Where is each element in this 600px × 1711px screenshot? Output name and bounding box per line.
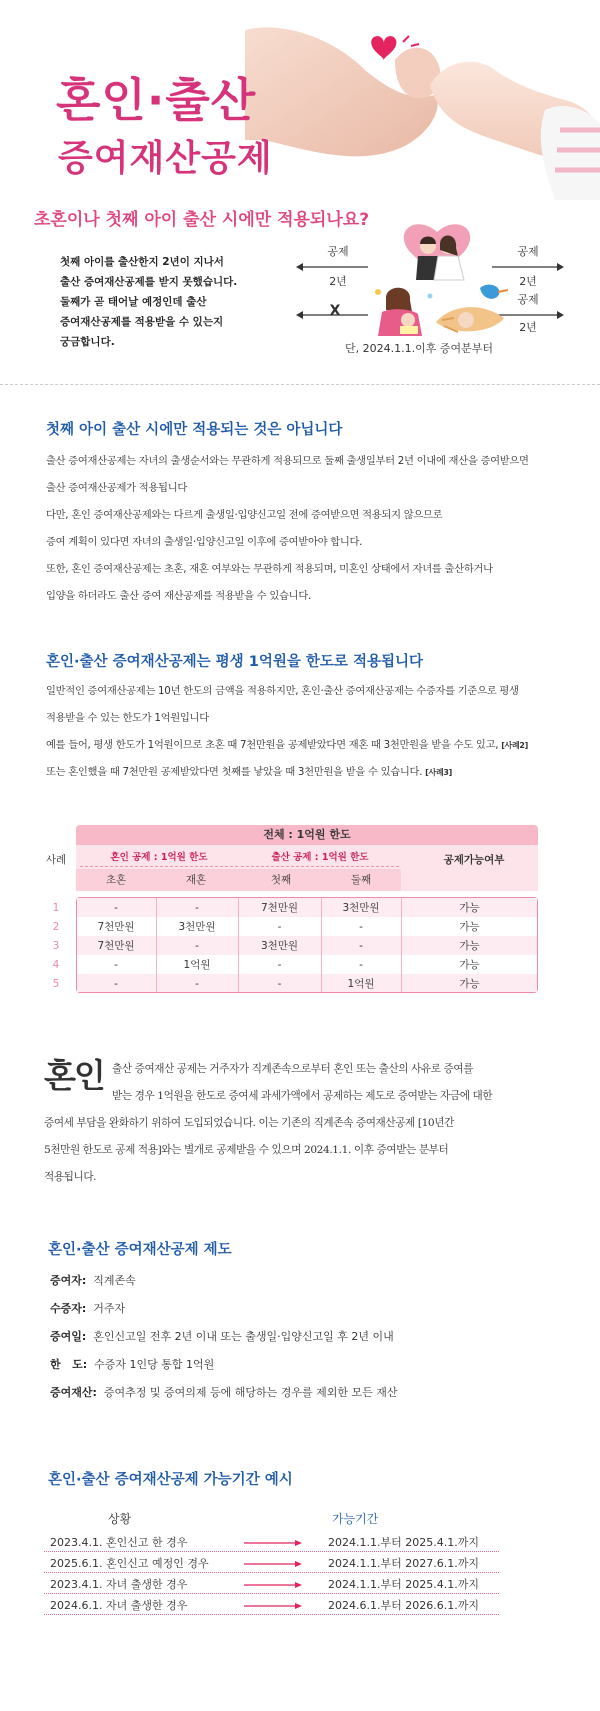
hero-subtitle: 초혼이나 첫째 아이 출산 시에만 적용되나요? bbox=[34, 210, 370, 230]
section2-title: 혼인·출산 증여재산공제는 평생 1억원을 한도로 적용됩니다 bbox=[46, 654, 424, 670]
system-item-property: 증여재산: 증여추정 및 증여의제 등에 해당하는 경우를 제외한 모든 재산 bbox=[50, 1386, 398, 1399]
sub-header-second-child: 둘째 bbox=[350, 874, 372, 886]
example-row: 2024.6.1. 자녀 출생한 경우 2024.6.1.부터 2026.6.1.까지 bbox=[44, 1595, 499, 1615]
table-cell-ok: 가능 bbox=[459, 959, 480, 971]
section1-title: 첫째 아이 출산 시에만 적용되는 것은 아닙니다 bbox=[46, 422, 343, 438]
table-cell: - bbox=[359, 921, 363, 933]
table-cell: - bbox=[359, 940, 363, 952]
example-row: 2023.4.1. 혼인신고 한 경우 2024.1.1.부터 2025.4.1.까지 bbox=[44, 1532, 499, 1552]
marriage-header: 혼인 공제 : 1억원 한도 bbox=[110, 852, 208, 863]
total-header: 전체 : 1억원 한도 bbox=[263, 828, 351, 841]
hero-section bbox=[0, 0, 600, 385]
x-mark: X bbox=[329, 303, 341, 319]
arrow-right-icon bbox=[244, 1561, 302, 1567]
table-cell: - bbox=[114, 978, 118, 990]
table-cell: 7천만원 bbox=[97, 921, 135, 933]
row3-no: 3 bbox=[52, 940, 60, 952]
right-arrow-top bbox=[492, 262, 564, 272]
example-row: 2025.6.1. 혼인신고 예정인 경우 2024.1.1.부터 2027.6.1.까지 bbox=[44, 1553, 499, 1573]
table-cell: - bbox=[195, 978, 199, 990]
intro-dropcap: 혼인 bbox=[44, 1056, 104, 1095]
section2-body: 일반적인 증여재산공제는 10년 한도의 금액을 적용하지만, 혼인·출산 증여재산공제는 수증자를 기준으로 평생 적용받을 수 있는 한도가 1억원입니다 예를 들어, 평생 한도가 1억원이므로 초혼 때 7천만원을 공제받았다면 재혼 때 3천만원을 받을 수도 있고, [사례2] 또는 혼인했을 때 7천만원 공제받았다면 첫째를 낳았을 때 3천만원을 받을 수 있습니다. [사례3] bbox=[46, 685, 529, 778]
arrow-right-icon bbox=[244, 1582, 302, 1588]
left-arrow-top bbox=[296, 262, 368, 272]
table-cell: 7천만원 bbox=[97, 940, 135, 952]
table-cell: - bbox=[114, 902, 118, 914]
mother-baby-illustration bbox=[370, 282, 440, 336]
example-col-period: 가능기간 bbox=[332, 1512, 379, 1526]
row2-no: 2 bbox=[52, 921, 60, 933]
hero-title-line1: 혼인·출산 bbox=[56, 73, 257, 127]
right-bottom-label-1: 공제 bbox=[517, 293, 539, 306]
example-row: 2023.4.1. 자녀 출생한 경우 2024.1.1.부터 2025.4.1.까지 bbox=[44, 1574, 499, 1594]
wedding-couple-illustration bbox=[392, 222, 482, 282]
table-cell: - bbox=[277, 959, 282, 971]
case-header: 사례 bbox=[45, 854, 67, 866]
arrow-right-icon bbox=[244, 1540, 302, 1546]
right-top-label-2: 2년 bbox=[519, 275, 537, 288]
table-cell: - bbox=[277, 921, 282, 933]
system-item-limit: 한 도: 수증자 1인당 통합 1억원 bbox=[50, 1358, 215, 1371]
arrow-right-icon bbox=[244, 1603, 302, 1609]
hero-note: 단, 2024.1.1.이후 증여분부터 bbox=[345, 342, 493, 355]
table-cell: - bbox=[277, 978, 282, 990]
table-cell-ok: 가능 bbox=[459, 921, 480, 933]
table-cell: 3천만원 bbox=[342, 902, 380, 914]
table-cell-ok: 가능 bbox=[459, 940, 480, 952]
row5-no: 5 bbox=[52, 978, 60, 990]
right-bottom-label-2: 2년 bbox=[519, 321, 537, 334]
row4-no: 4 bbox=[52, 959, 60, 971]
intro-first-lines: 출산 증여재산 공제는 거주자가 직계존속으로부터 혼인 또는 출산의 사유로 증여를 받는 경우 1억원을 한도로 증여세 과세가액에서 공제하는 제도로 증여받는 자금에 대한 bbox=[112, 1063, 493, 1102]
table-cell: 3천만원 bbox=[178, 921, 216, 933]
table-cell-ok: 가능 bbox=[459, 978, 480, 990]
table-cell: - bbox=[359, 959, 363, 971]
table-cell-ok: 가능 bbox=[459, 902, 480, 914]
sub-header-first-child: 첫째 bbox=[270, 874, 292, 886]
possible-header: 공제가능여부 bbox=[443, 854, 505, 866]
sub-header-remarriage: 재혼 bbox=[185, 874, 207, 886]
system-item-donor: 증여자: 직계존속 bbox=[50, 1274, 136, 1287]
system-item-recipient: 수증자: 거주자 bbox=[50, 1302, 126, 1315]
row1-no: 1 bbox=[52, 902, 60, 914]
case3-tag: [사례3] bbox=[425, 768, 452, 777]
stork-baby-illustration bbox=[432, 282, 508, 336]
example-col-situation: 상황 bbox=[108, 1512, 132, 1526]
intro-body: 증여세 부담을 완화하기 위하여 도입되었습니다. 이는 기존의 직계존속 증여재산공제 [10년간 5천만원 한도로 공제 적용]와는 별개로 공제받을 수 있으며 2024.1.1. 이후 증여받는 분부터 적용됩니다. bbox=[44, 1117, 454, 1183]
left-top-label-2: 2년 bbox=[329, 275, 347, 288]
table-cell: 7천만원 bbox=[260, 902, 299, 914]
table-cell: 3천만원 bbox=[260, 940, 299, 952]
sub-header-first-marriage: 초혼 bbox=[105, 874, 127, 886]
case2-tag: [사례2] bbox=[501, 741, 529, 750]
hero-title-line2: 증여재산공제 bbox=[58, 138, 273, 179]
birth-header: 출산 공제 : 1억원 한도 bbox=[271, 852, 369, 863]
table-cell: - bbox=[195, 902, 199, 914]
table-cell: 1억원 bbox=[347, 978, 375, 990]
table-cell: - bbox=[195, 940, 199, 952]
deduction-table bbox=[36, 825, 541, 995]
table-cell: - bbox=[114, 959, 118, 971]
example-title: 혼인·출산 증여재산공제 가능기간 예시 bbox=[48, 1472, 293, 1488]
table-cell: 1억원 bbox=[183, 959, 211, 971]
section1-body: 출산 증여재산공제는 자녀의 출생순서와는 무관하게 적용되므로 둘째 출생일부터 2년 이내에 재산을 증여받으면 출산 증여재산공제가 적용됩니다 다만, 혼인 증여재산공제와는 다르게 출생일·입양신고일 전에 증여받으면 적용되지 않으므로 증여 계획이 있다면 자녀의 출생일·입양신고일 이후에 증여받아야 합니다. 또한, 혼인 증여재산공제는 초혼, 재혼 여부와는 무관하게 적용되며, 미혼인 상태에서 자녀를 출산하거나 입양을 하더라도 출산 증여 재산공제를 적용받을 수 있습니다. bbox=[46, 455, 529, 602]
question-text: 첫째 아이를 출산한지 2년이 지나서 출산 증여재산공제를 받지 못했습니다. 둘째가 곧 태어날 예정인데 출산 증여재산공제를 적용받을 수 있는지 궁금합니다. bbox=[60, 256, 238, 348]
system-item-date: 증여일: 혼인신고일 전후 2년 이내 또는 출생일·입양신고일 후 2년 이내 bbox=[50, 1330, 394, 1343]
pinky-promise-hands-illustration bbox=[245, 0, 600, 200]
left-top-label-1: 공제 bbox=[327, 245, 349, 258]
right-top-label-1: 공제 bbox=[517, 245, 539, 258]
system-title: 혼인·출산 증여재산공제 제도 bbox=[48, 1242, 232, 1258]
